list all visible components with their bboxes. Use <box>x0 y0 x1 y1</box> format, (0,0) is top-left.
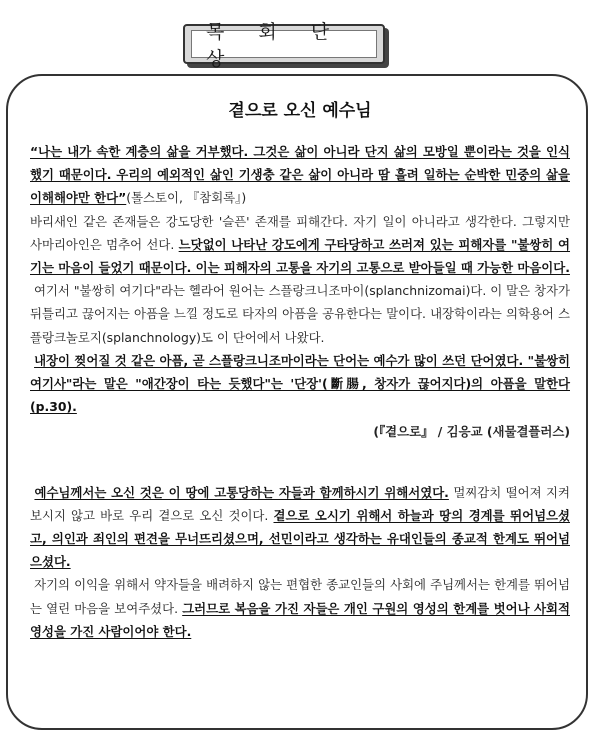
section-header-label: 목 회 단 상 <box>191 30 377 58</box>
quote-source: (톨스토이, 『참회록』) <box>126 190 247 206</box>
paragraph-jesus-came <box>30 481 570 574</box>
jesus-came-text: 멀찌감치 떨어져 지켜보시지 않고 바로 우리 곁으로 오신 것이다. <box>30 484 570 523</box>
paragraph-samaritan <box>30 210 570 280</box>
book-citation: (『곁으로』 / 김응교 (새물결플러스) <box>373 424 570 440</box>
conclusion-emphasis: 그러므로 복음을 가진 자들은 개인 구원의 영성의 한계를 벗어나 사회적 영성을 가진 사람이어야 한다. <box>30 600 570 639</box>
jesus-came-emphasis: 예수님께서는 오신 것은 이 땅에 고통당하는 자들과 함께하시기 위해서였다. <box>34 484 449 500</box>
boundaries-emphasis: 곁으로 오시기 위해서 하늘과 땅의 경계를 뛰어넘으셨고, 의인과 죄인의 편견을 무너뜨리셨으며, 선민이라고 생각하는 유대인들의 종교적 한계도 뛰어넘으셨다. <box>30 507 570 570</box>
section-header-tab <box>183 21 385 70</box>
article-title: 곁으로 오신 예수님 <box>228 101 372 121</box>
samaritan-emphasis: 느닷없이 나타난 강도에게 구타당하고 쓰러져 있는 피해자를 "불쌍히 여기는 마음이 들었기 때문이다. 이는 피해자의 고통을 자기의 고통으로 받아들일 때 가능한 마음이다. <box>30 236 571 276</box>
danjang-emphasis: 내장이 찢어질 것 같은 아픔, 곧 스플랑크니조마이라는 단어는 예수가 많이 쓰던 단어였다. "불쌍히 여기사"라는 말은 "애간장이 타는 듯했다"는 '단장'(斷腸, 창자가 끊어지다)의 아픔을 말한다(p.30). <box>30 352 570 415</box>
paragraph-danjang <box>30 349 570 419</box>
paragraph-gap <box>30 444 570 481</box>
conclusion-text: 자기의 이익을 위해서 약자들을 배려하지 않는 편협한 종교인들의 사회에 주님께서는 한계를 뛰어넘는 열린 마음을 보여주셨다. <box>30 577 570 616</box>
splanchnizomai-text: 여기서 "불쌍히 여기다"라는 헬라어 원어는 스플랑크니조마이(splanchnizomai)다. 이 말은 창자가 뒤틀리고 끊어지는 아픔을 느낄 정도로 타자의 아픔을 공유한다는 말이다. 내장학이라는 의학용어 스플랑크놀로지(splanchnology)도 이 단어에서 나왔다. <box>30 283 570 345</box>
paragraph-splanchnizomai <box>30 279 570 349</box>
article-body <box>30 140 570 643</box>
paragraph-conclusion <box>30 573 570 643</box>
samaritan-text: 바리새인 같은 존재들은 강도당한 '슬픈' 존재를 피해간다. 자기 일이 아니라고 생각한다. 그렇지만 사마리아인은 멈추어 선다. <box>30 213 570 252</box>
tolstoy-quote: “나는 내가 속한 계층의 삶을 거부했다. 그것은 삶이 아니라 단지 삶의 모방일 뿐이라는 것을 인식했기 때문이다. 우리의 예외적인 삶인 기생충 같은 삶이 아니라 땀 흘려 일하는 순박한 민중의 삶을 이해해야만 한다” <box>30 144 570 206</box>
paragraph-quote <box>30 140 570 210</box>
